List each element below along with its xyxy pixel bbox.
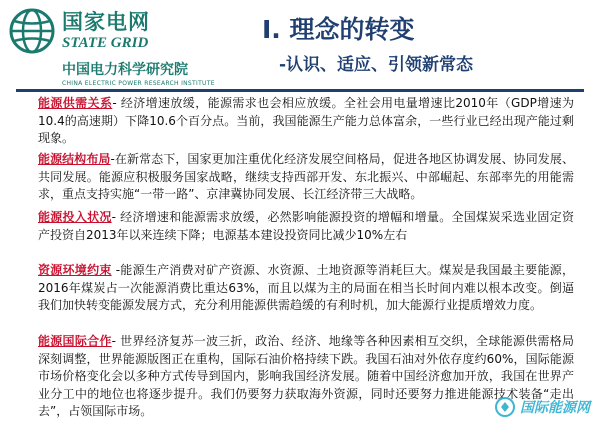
energy-site-logo-icon [494,396,516,418]
globe-logo-icon [8,7,56,55]
watermark-text: 国际能源网 [520,400,590,416]
brand-name-en: STATE GRID [62,35,149,51]
paragraph-text: - 经济增速放缓，能源需求也会相应放缓。全社会用电量增速比2010年（GDP增速为10.4的高速期）下降10.6个百分点。当前，我国能源生产能力总体富余，一些行业已经出现产能过剩现象。 [38,96,574,145]
footer-watermark-logo [494,396,590,418]
state-grid-logo [8,6,150,56]
institute-name-en: CHINA ELECTRIC POWER RESEARCH INSTITUTE [62,80,215,87]
paragraph-text: -能源生产消费对矿产资源、水资源、土地资源等消耗巨大。煤炭是我国最主要能源，2016年煤炭占一次能源消费比重达63%，而且以煤为主的局面在相当长时间内难以根本改变。倒逼我们加快转变能源发展方式，充分利用能源供需趋缓的有利时机，加大能源行业提质增效力度。 [38,263,574,312]
paragraph-text: - 经济增速和能源需求放缓，必然影响能源投资的增幅和增量。全国煤炭采选业固定资产投资自2013年以来连续下降；电源基本建设投资同比减少10%左右 [38,210,574,242]
paragraph-supply-demand [38,95,574,148]
paragraph-structure-layout [38,151,574,204]
institute-name: 中国电力科学研究院 [62,62,188,78]
paragraph-keyword: 资源环境约束 [38,263,112,277]
slide-title: I. 理念的转变 [262,15,415,44]
paragraph-keyword: 能源国际合作 [38,334,112,348]
slide-header [0,0,600,92]
paragraph-keyword: 能源结构布局 [38,152,111,166]
paragraph-keyword: 能源供需关系 [38,96,113,110]
paragraph-investment [38,209,574,244]
brand-name-cn: 国家电网 [62,10,150,34]
paragraph-keyword: 能源投入状况 [38,210,112,224]
slide-subtitle: -认识、适应、引领新常态 [279,55,474,75]
header-divider [16,89,584,92]
paragraph-text: -在新常态下，国家更加注重优化经济发展空间格局，促进各地区协调发展、协同发展、共同发展。能源应积极服务国家战略，继续支持西部开发、东北振兴、中部崛起、东部率先的用能需求，重点支持实施“一带一路”、京津冀协同发展、长江经济带三大战略。 [38,152,574,201]
paragraph-resource-constraints [38,262,574,315]
paragraph-text: - 世界经济复苏一波三折，政治、经济、地缘等各种因素相互交织，全球能源供需格局深刻调整，世界能源版图正在重构，国际石油价格持续下跌。我国石油对外依存度约60%，国际能源市场价格变化会以多种方式传导到国内，影响我国经济发展。随着中国经济愈加开放，我国在世界产业分工中的地位也将逐步提升。我们仍要努力获取海外资源，同时还要努力推进能源技术装备“走出去”，占领国际市场。 [38,334,574,418]
